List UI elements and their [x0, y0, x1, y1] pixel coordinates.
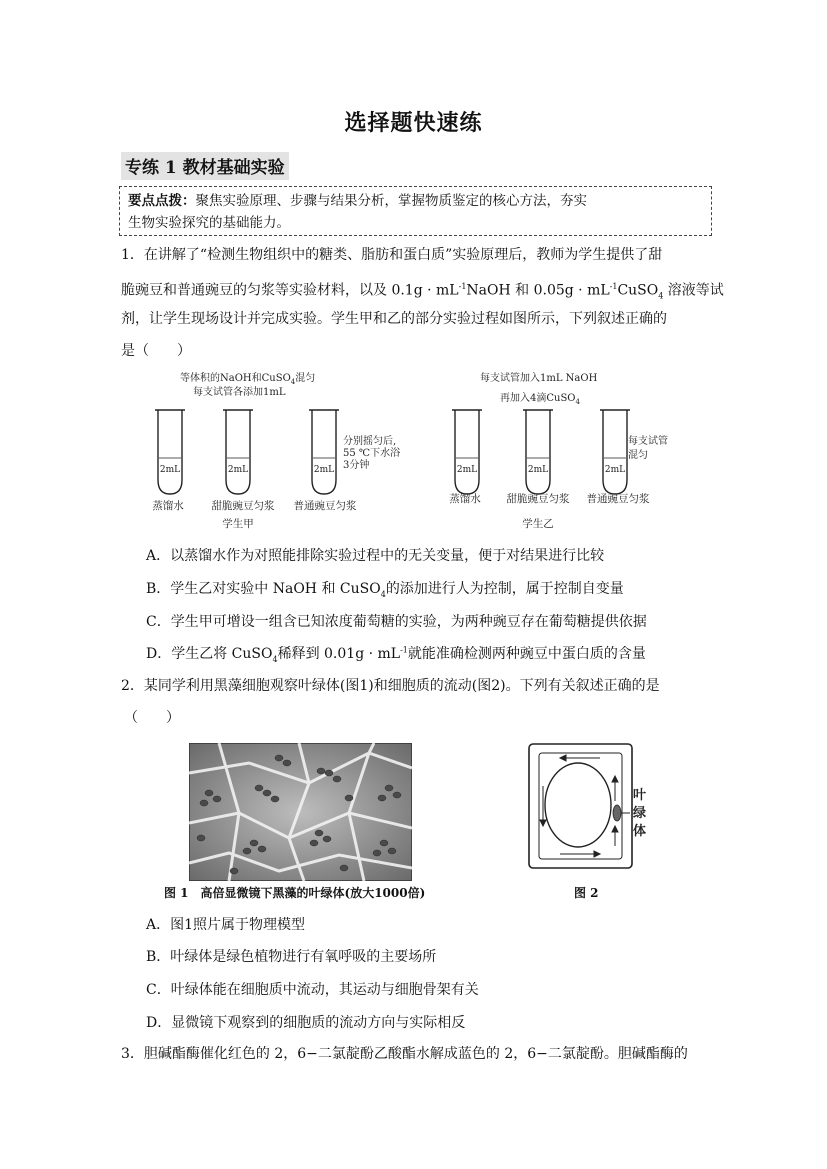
q1-option-a: A．以蒸馏水作为对照能排除实验过程中的无关变量，便于对结果进行比较: [146, 548, 605, 564]
q1-line4: 是（ ）: [121, 343, 191, 359]
tube-left-2: [223, 410, 253, 494]
section-heading: 专练 1 教材基础实验: [121, 152, 289, 180]
q1-test-tube-figure: [140, 368, 700, 533]
q2-option-c: C．叶绿体能在细胞质中流动，其运动与细胞骨架有关: [146, 982, 479, 998]
tube-name: 甜脆豌豆匀浆: [211, 500, 275, 512]
group-left-label: 学生甲: [222, 518, 254, 530]
tube-name: 甜脆豌豆匀浆: [506, 493, 570, 505]
q2-option-b: B．叶绿体是绿色植物进行有氧呼吸的主要场所: [146, 949, 437, 965]
tube-left-3: [309, 410, 339, 494]
q1-fig-left-side1: 分别摇匀后,: [343, 436, 397, 447]
tube-volume-label: 2mL: [604, 465, 626, 475]
q2-line1: 2．某同学利用黑藻细胞观察叶绿体(图1)和细胞质的流动(图2)。下列有关叙述正确的是: [121, 678, 660, 694]
tube-volume-label: 2mL: [227, 465, 249, 475]
page-title: 选择题快速练: [344, 110, 483, 136]
figure-1-caption: 图 1 高倍显微镜下黑藻的叶绿体(放大1000倍): [164, 886, 426, 900]
q2-line2: （ ）: [124, 710, 180, 726]
tube-name: 蒸馏水: [449, 493, 481, 505]
fig2-label-char: 绿: [633, 806, 647, 821]
q1-fig-left-top2: 每支试管各添加1mL: [193, 387, 286, 398]
tube-right-1: [452, 410, 482, 494]
q1-fig-left-top1: 等体积的NaOH和CuSO$_4$混匀: [180, 373, 316, 386]
q1-option-d: D．学生乙将 CuSO$_4$稀释到 $0.01g \cdot mL^{-1}$就能准确检测两种豌豆中蛋白质的含量: [146, 645, 646, 664]
tube-volume-label: 2mL: [527, 465, 549, 475]
q1-fig-left-side3: 3分钟: [343, 460, 370, 471]
tube-volume-label: 2mL: [159, 465, 181, 475]
q1-line2: 脆豌豆和普通豌豆的匀浆等实验材料，以及 $0.1g \cdot mL^{-1}NaOH$ 和 $0.05g \cdot mL^{-1}CuSO_4$ 溶液等试: [121, 282, 724, 301]
key-point-line2: 生物实验探究的基础能力。: [128, 215, 290, 231]
q3-line1: 3．胆碱酯酶催化红色的 2，6−二氯靛酚乙酸酯水解成蓝色的 2，6−二氯靛酚。胆碱酯酶的: [121, 1046, 688, 1062]
tube-left-1: [155, 410, 185, 494]
tube-name: 普通豌豆匀浆: [293, 500, 357, 512]
tube-right-3: [600, 410, 630, 494]
q1-fig-right-side1: 每支试管: [628, 436, 668, 447]
q1-fig-left-side2: 55 ℃下水浴: [343, 448, 401, 459]
q2-option-a: A．图1照片属于物理模型: [146, 917, 306, 933]
q1-fig-right-side2: 混匀: [628, 450, 648, 461]
q2-option-d: D．显微镜下观察到的细胞质的流动方向与实际相反: [146, 1015, 466, 1031]
q1-line1: 1．在讲解了“检测生物组织中的糖类、脂肪和蛋白质”实验原理后，教师为学生提供了甜: [121, 247, 663, 263]
q1-option-c: C．学生甲可增设一组含已知浓度葡萄糖的实验，为两种豌豆存在葡萄糖提供依据: [146, 614, 647, 630]
q1-fig-right-top2: 再加入4滴CuSO$_4$: [500, 393, 580, 406]
fig2-label-char: 叶: [633, 788, 647, 803]
chloroplast-icon: [613, 805, 621, 821]
group-right-label: 学生乙: [522, 518, 554, 530]
tube-name: 普通豌豆匀浆: [586, 493, 650, 505]
key-point-text: [128, 190, 703, 234]
key-point-line1: 聚焦实验原理、步骤与结果分析，掌握物质鉴定的核心方法，夯实: [195, 193, 587, 209]
key-point-label: 要点点拨：: [128, 193, 196, 209]
q1-fig-right-top1: 每支试管加入1mL NaOH: [480, 373, 598, 384]
tube-volume-label: 2mL: [313, 465, 335, 475]
tube-right-2: [523, 410, 553, 494]
q1-option-b: B．学生乙对实验中 NaOH 和 CuSO$_4$的添加进行人为控制，属于控制自变量: [146, 581, 624, 599]
q1-line3: 剂，让学生现场设计并完成实验。学生甲和乙的部分实验过程如图所示，下列叙述正确的: [121, 311, 667, 327]
key-point-box: [119, 186, 712, 236]
cell-diagram-figure-2: [525, 741, 675, 881]
micrograph-figure-1: [189, 743, 412, 881]
fig2-label-char: 体: [633, 824, 647, 839]
tube-name: 蒸馏水: [152, 500, 184, 512]
tube-volume-label: 2mL: [456, 465, 478, 475]
figure-2-caption: 图 2: [574, 886, 599, 900]
